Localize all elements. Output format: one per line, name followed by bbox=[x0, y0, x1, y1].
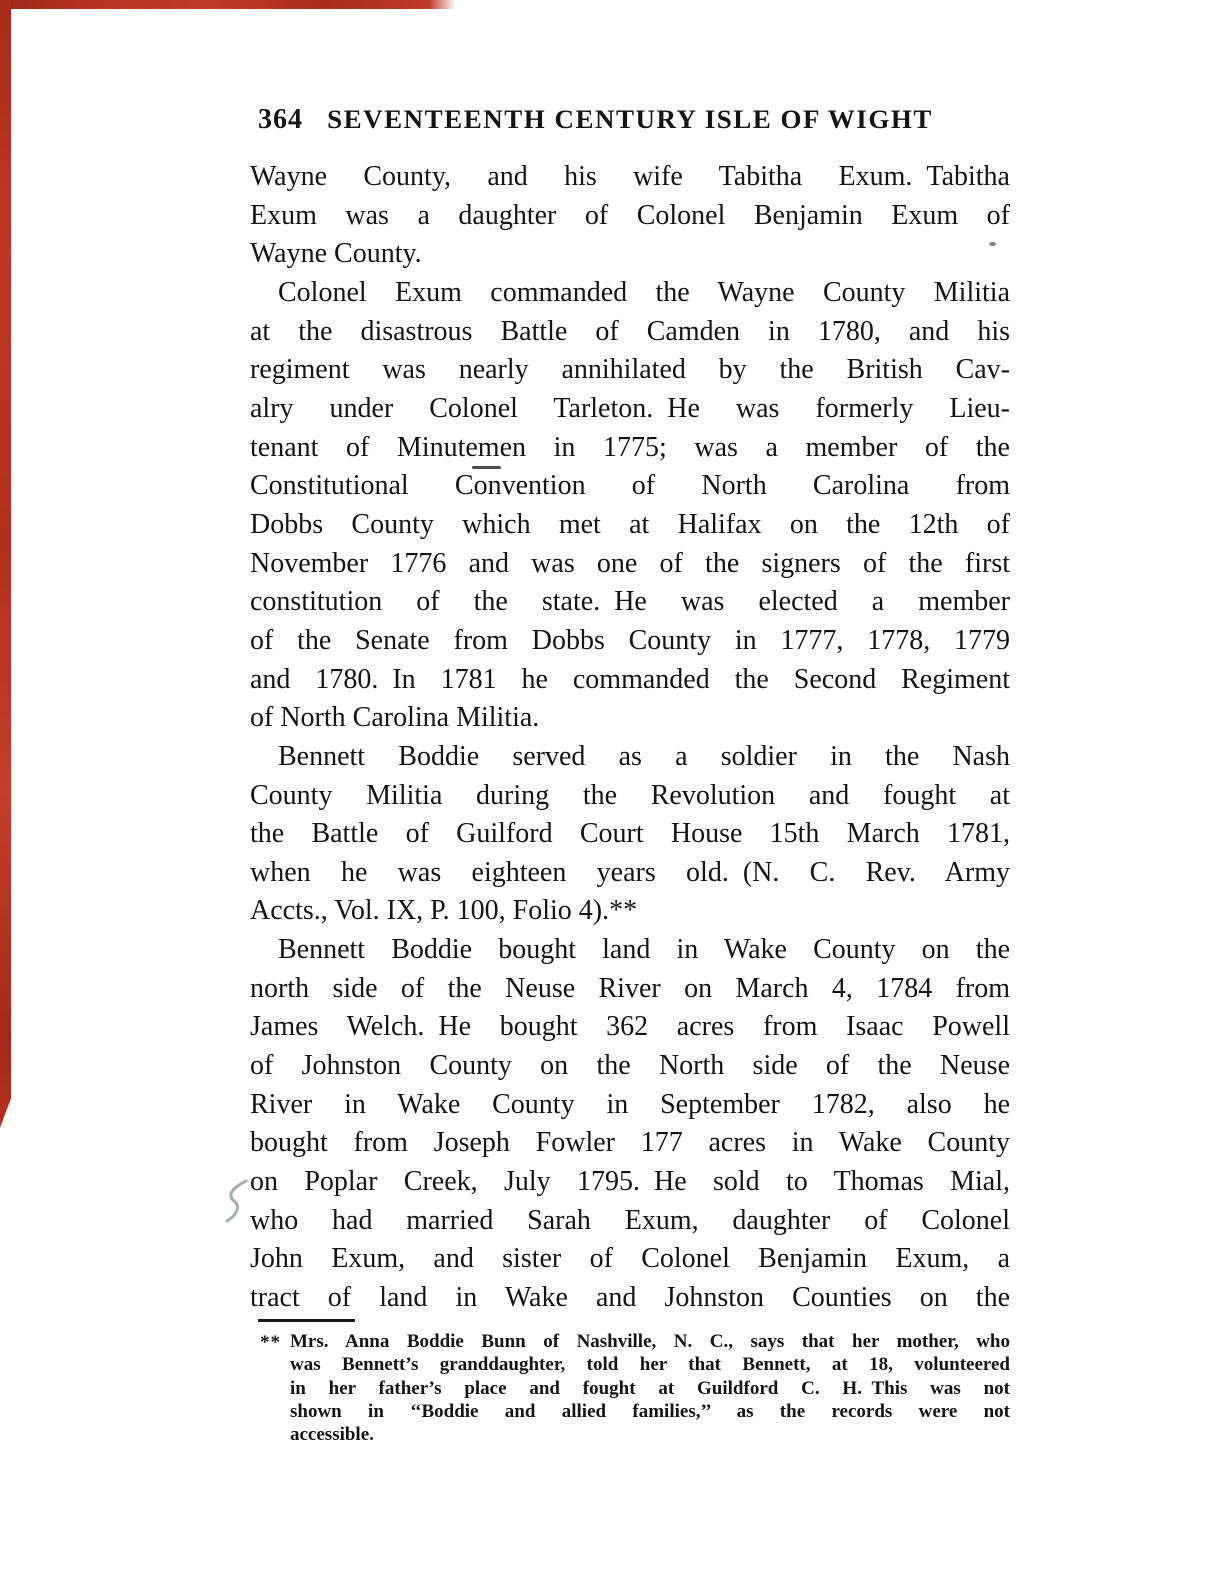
body-line: bought from Joseph Fowler 177 acres in Wake County bbox=[250, 1127, 1010, 1159]
body-line: of North Carolina Militia. bbox=[250, 702, 540, 734]
scan-edge-artifact-top bbox=[0, 0, 456, 9]
body-line: of Johnston County on the North side of the Neuse bbox=[250, 1050, 1010, 1082]
body-line: Colonel Exum commanded the Wayne County Militia bbox=[278, 276, 1010, 308]
body-line: north side of the Neuse River on March 4, 1784 from bbox=[250, 972, 1010, 1004]
body-line: alry under Colonel Tarleton. He was formerly Lieu- bbox=[250, 392, 1010, 424]
body-line: tract of land in Wake and Johnston Counties on the bbox=[250, 1282, 1010, 1314]
body-line: Constitutional Convention of North Carolina from bbox=[250, 470, 1010, 502]
body-line: on Poplar Creek, July 1795. He sold to Thomas Mial, bbox=[250, 1166, 1010, 1198]
body-line: tenant of Minutemen in 1775; was a member of the bbox=[250, 431, 1010, 463]
footnote-line: shown in ‘‘Boddie and allied families,’’ as the records were not bbox=[290, 1400, 1010, 1422]
body-line: Bennett Boddie bought land in Wake County on the bbox=[278, 934, 1010, 966]
body-line: John Exum, and sister of Colonel Benjamin Exum, a bbox=[250, 1243, 1010, 1275]
footnote-separator-rule bbox=[258, 1319, 355, 1322]
body-line: James Welch. He bought 362 acres from Isaac Powell bbox=[250, 1011, 1010, 1043]
body-line: Bennett Boddie served as a soldier in the Nash bbox=[278, 740, 1010, 772]
body-line: who had married Sarah Exum, daughter of Colonel bbox=[250, 1204, 1010, 1236]
body-line: Wayne County. bbox=[250, 238, 422, 270]
page-header bbox=[250, 104, 1010, 138]
body-line: constitution of the state. He was elected a member bbox=[250, 586, 1010, 618]
body-line: and 1780. In 1781 he commanded the Second Regiment bbox=[250, 663, 1010, 695]
body-line: Dobbs County which met at Halifax on the 12th of bbox=[250, 508, 1010, 540]
footnote-marker: ** bbox=[260, 1332, 281, 1353]
body-line: Exum was a daughter of Colonel Benjamin Exum of bbox=[250, 199, 1010, 231]
body-line: Accts., Vol. IX, P. 100, Folio 4).** bbox=[250, 895, 638, 927]
ink-speck-artifact bbox=[989, 242, 996, 246]
body-line: the Battle of Guilford Court House 15th March 1781, bbox=[250, 818, 1010, 850]
footnote-line: in her father’s place and fought at Guildford C. H. This was not bbox=[290, 1377, 1010, 1399]
pencil-mark-artifact bbox=[224, 1178, 250, 1224]
footnote-line: Mrs. Anna Boddie Bunn of Nashville, N. C., says that her mother, who bbox=[290, 1331, 1010, 1352]
page-number: 364 bbox=[258, 104, 303, 135]
footnote bbox=[250, 1330, 1010, 1446]
scan-edge-artifact-left bbox=[0, 0, 11, 1128]
ink-stray-artifact bbox=[472, 466, 501, 469]
body-line: regiment was nearly annihilated by the British Cav- bbox=[250, 354, 1010, 386]
footnote-text bbox=[290, 1330, 1010, 1446]
body-line: at the disastrous Battle of Camden in 1780, and his bbox=[250, 315, 1010, 347]
body-line: County Militia during the Revolution and fought at bbox=[250, 779, 1010, 811]
body-line: Wayne County, and his wife Tabitha Exum. Tabitha bbox=[250, 161, 1010, 192]
body-line: of the Senate from Dobbs County in 1777, 1778, 1779 bbox=[250, 624, 1010, 656]
body-text bbox=[250, 158, 1010, 1318]
body-line: River in Wake County in September 1782, also he bbox=[250, 1088, 1010, 1120]
footnote-line: accessible. bbox=[290, 1424, 374, 1446]
running-head: SEVENTEENTH CENTURY ISLE OF WIGHT bbox=[327, 104, 933, 134]
body-line: November 1776 and was one of the signers of the first bbox=[250, 547, 1010, 579]
body-line: when he was eighteen years old. (N. C. Rev. Army bbox=[250, 856, 1010, 888]
footnote-line: was Bennett’s granddaughter, told her that Bennett, at 18, volunteered bbox=[290, 1354, 1010, 1376]
